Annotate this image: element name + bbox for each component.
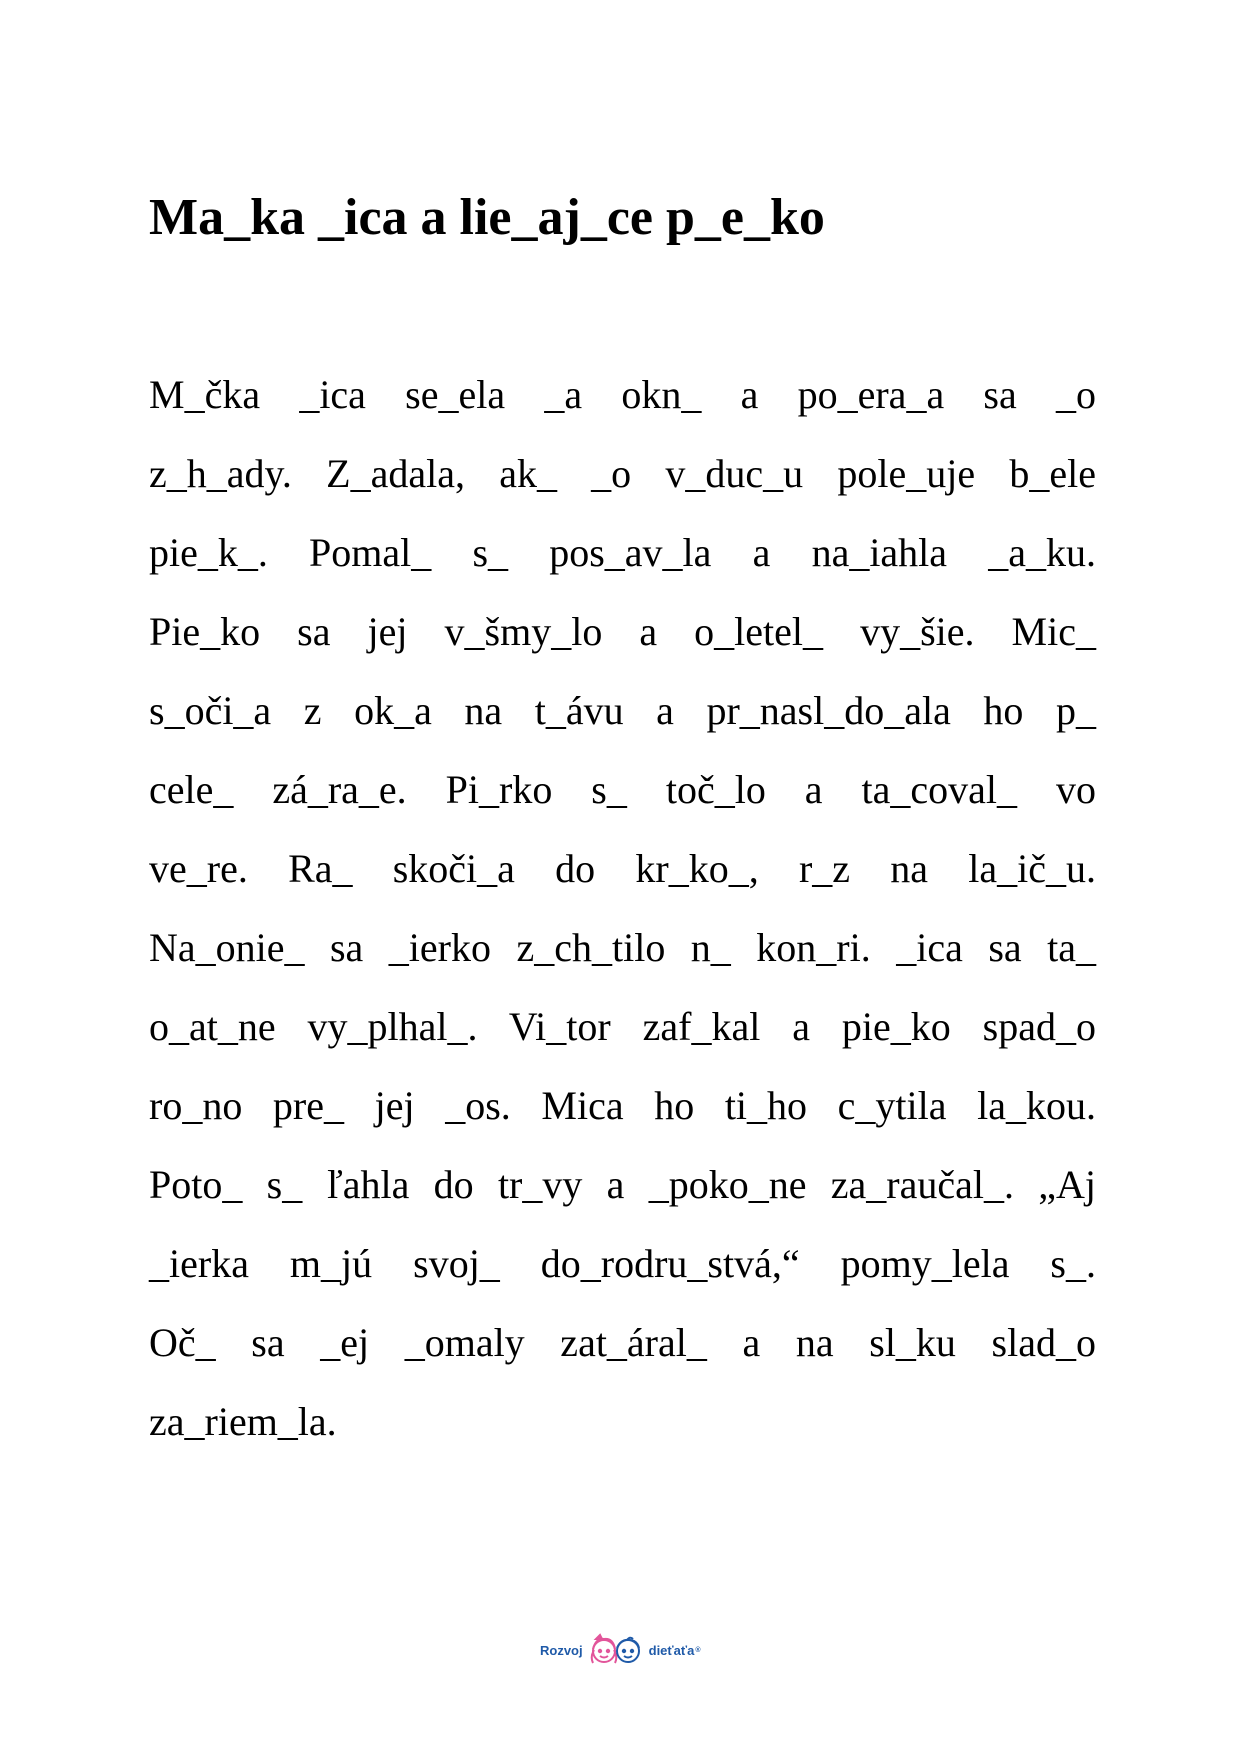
logo-text-left: Rozvoj [540,1642,583,1658]
logo-text-right: dieťaťa [648,1642,695,1658]
story-line: Pie_ko sa jej v_šmy_lo a o_letel_ vy_šie. Mic_ [149,609,1096,654]
story-line: Oč_ sa _ej _omaly zat_áral_ a na sl_ku slad_o [149,1320,1096,1365]
footer-logo [540,1632,701,1668]
story-line: Poto_ s_ ľahla do tr_vy a _poko_ne za_raučal_. „Aj [149,1162,1096,1207]
registered-mark: ® [695,1646,701,1654]
story-line: _ierka m_jú svoj_ do_rodru_stvá,“ pomy_lela s_. [149,1241,1096,1286]
story-line: cele_ zá_ra_e. Pi_rko s_ toč_lo a ta_coval_ vo [149,767,1096,812]
story-line: s_oči_a z ok_a na t_ávu a pr_nasl_do_ala ho p_ [149,688,1096,733]
story-line: z_h_ady. Z_adala, ak_ _o v_duc_u pole_uje b_ele [149,451,1096,496]
story-line: pie_k_. Pomal_ s_ pos_av_la a na_iahla _a_ku. [149,530,1096,575]
story-line: Na_onie_ sa _ierko z_ch_tilo n_ kon_ri. _ica sa ta_ [149,925,1096,970]
story-title: Ma_ka _ica a lie_aj_ce p_e_ko [149,189,825,246]
story-line: M_čka _ica se_ela _a okn_ a po_era_a sa _o [149,372,1096,417]
story-text [149,370,1096,1476]
story-line: ro_no pre_ jej _os. Mica ho ti_ho c_ytila la_kou. [149,1083,1096,1128]
story-line: o_at_ne vy_plhal_. Vi_tor zaf_kal a pie_ko spad_o [149,1004,1096,1049]
story-line: za_riem_la. [149,1399,337,1444]
girl-and-boy-faces-icon [587,1633,645,1667]
story-line: ve_re. Ra_ skoči_a do kr_ko_, r_z na la_ič_u. [149,846,1096,891]
